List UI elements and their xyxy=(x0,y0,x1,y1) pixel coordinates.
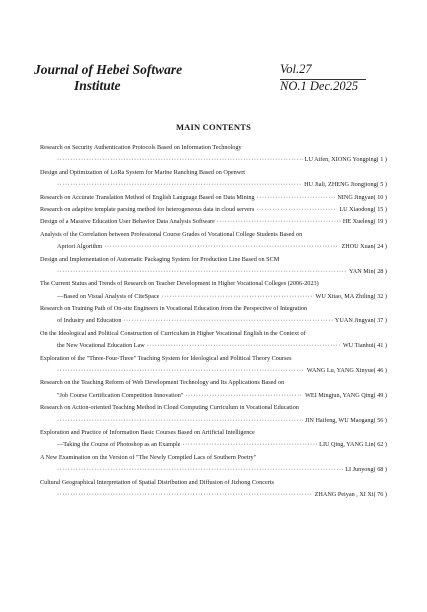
entry-title: Research on the Teaching Reform of Web Development Technology and Its Applications Based on xyxy=(40,379,285,387)
entry-authors: ZHOU Xuan( 24 ) xyxy=(341,243,387,251)
dot-leader xyxy=(217,216,341,228)
dot-leader xyxy=(147,340,341,352)
toc-entry-line xyxy=(40,291,387,303)
entry-authors: LIU Qing, YANG Lin( 62 ) xyxy=(319,441,387,449)
toc-entry-line xyxy=(40,278,387,290)
toc-entry-line xyxy=(40,142,387,154)
entry-authors: YUAN Jingyan( 37 ) xyxy=(334,317,387,325)
toc-entry[interactable] xyxy=(40,204,387,216)
toc-entry-line xyxy=(40,477,387,489)
entry-title: A New Examination on the Version of "The Newly Compiled Lacs of Southern Poetry" xyxy=(40,453,257,461)
toc-entry-line xyxy=(40,415,387,427)
journal-title-line2: Institute xyxy=(74,78,121,93)
volume-label: Vol.27 xyxy=(280,62,312,76)
toc-entry[interactable] xyxy=(40,278,387,303)
entry-authors: WU Tianhui( 41 ) xyxy=(342,342,387,350)
toc-entry[interactable] xyxy=(40,167,387,192)
toc-entry[interactable] xyxy=(40,328,387,353)
toc-entry-line xyxy=(40,439,387,451)
entry-authors: WU Xitao, MA Zhiling( 32 ) xyxy=(315,292,387,300)
table-of-contents xyxy=(40,142,387,501)
toc-entry[interactable] xyxy=(40,216,387,228)
toc-entry-line xyxy=(40,427,387,439)
entry-authors: LU Aifen, XIONG Yongping( 1 ) xyxy=(304,156,387,164)
toc-entry-line xyxy=(40,254,387,266)
issue-label: NO.1 Dec.2025 xyxy=(280,79,359,93)
entry-authors: WEI Mingjun, YANG Qing( 49 ) xyxy=(305,391,387,399)
entry-title: Design of a Massive Education User Behavior Data Analysis Software xyxy=(40,218,215,226)
toc-entry-line xyxy=(40,154,387,166)
contents-heading: MAIN CONTENTS xyxy=(175,122,252,132)
dot-leader xyxy=(161,291,313,303)
entry-authors: LI Junyong( 68 ) xyxy=(345,466,387,474)
entry-title: On the Ideological and Political Construction of Curriculum in Higher Vocational English in the Context of xyxy=(40,329,306,337)
entry-title: Exploration of the "Three-Four-Three" Teaching System for Ideological and Political Theory Courses xyxy=(40,354,292,362)
dot-leader xyxy=(104,241,339,253)
entry-authors: LU Xiaodong( 15 ) xyxy=(339,205,387,213)
toc-entry-line xyxy=(40,489,387,501)
toc-entry-line xyxy=(40,192,387,204)
entry-authors: YAN Min( 28 ) xyxy=(349,267,387,275)
entry-title: Design and Optimization of LoRa System for Marine Ranching Based on Openwrt xyxy=(40,168,246,176)
journal-title xyxy=(34,62,234,94)
toc-entry-line xyxy=(40,266,387,278)
entry-title-continuation: Apriori Algorithm xyxy=(57,243,103,251)
toc-entry[interactable] xyxy=(40,229,387,254)
toc-entry-line xyxy=(40,303,387,315)
dot-leader xyxy=(257,192,336,204)
toc-entry[interactable] xyxy=(40,303,387,328)
dot-leader xyxy=(123,315,332,327)
entry-title-continuation: of Industry and Education xyxy=(57,317,122,325)
entry-authors: NING Jingyan( 10 ) xyxy=(337,193,387,201)
entry-title: Cultural Geographical Interpretation of Spatial Distribution and Diffusion of Jizhong Concerts xyxy=(40,478,274,486)
entry-title: Analysis of the Correlation between Professional Course Grades of Vocational College Students Based on xyxy=(40,230,303,238)
entry-authors: ZHANG Peiyan , XI Xi( 76 ) xyxy=(314,490,387,498)
entry-title: Research on adaptive template parsing method for heterogeneous data in cloud servers xyxy=(40,205,255,213)
journal-header xyxy=(34,62,364,102)
entry-title-continuation: "Job Course Certification Competition Innovation" xyxy=(57,391,184,399)
entry-authors: HU Jiali, ZHENG Jiongjiong( 5 ) xyxy=(304,181,387,189)
entry-title-continuation: the New Vocational Education Law xyxy=(57,342,145,350)
toc-entry[interactable] xyxy=(40,427,387,452)
entry-title: Design and Implementation of Automatic Packaging System for Production Line Based on SCM xyxy=(40,255,280,263)
entry-title-continuation: —Based on Visual Analysis of CiteSpace xyxy=(57,292,160,300)
toc-entry-line xyxy=(40,365,387,377)
entry-title: Research on Action-oriented Teaching Method in Cloud Computing Curriculum in Vocational Education xyxy=(40,404,299,412)
toc-entry[interactable] xyxy=(40,254,387,279)
dot-leader xyxy=(185,390,303,402)
entry-authors: HE Xueleng( 19 ) xyxy=(342,218,387,226)
toc-entry-line xyxy=(40,340,387,352)
dot-leader xyxy=(57,489,313,501)
dot-leader xyxy=(57,266,347,278)
toc-entry[interactable] xyxy=(40,402,387,427)
toc-entry-line xyxy=(40,464,387,476)
toc-entry-line xyxy=(40,167,387,179)
toc-entry[interactable] xyxy=(40,477,387,502)
toc-entry-line xyxy=(40,402,387,414)
toc-entry-line xyxy=(40,204,387,216)
toc-entry[interactable] xyxy=(40,192,387,204)
toc-entry-line xyxy=(40,179,387,191)
toc-entry[interactable] xyxy=(40,142,387,167)
entry-authors: WANG Lu, YANG Xinyue( 46 ) xyxy=(306,367,387,375)
toc-entry[interactable] xyxy=(40,452,387,477)
journal-title-line1: Journal of Hebei Software xyxy=(34,62,183,77)
dot-leader xyxy=(57,415,303,427)
dot-leader xyxy=(57,179,302,191)
dot-leader xyxy=(57,154,303,166)
dot-leader xyxy=(182,439,317,451)
toc-entry-line xyxy=(40,377,387,389)
toc-entry-line xyxy=(40,353,387,365)
entry-authors: JIN Haifeng, WU Maogang( 56 ) xyxy=(304,416,387,424)
entry-title: Exploration and Practice of Information Basic Courses Based on Artificial Intelligence xyxy=(40,428,255,436)
toc-entry[interactable] xyxy=(40,377,387,402)
entry-title: Research on Accurate Translation Method of English Language Based on Data Mining xyxy=(40,193,255,201)
toc-entry-line xyxy=(40,216,387,228)
dot-leader xyxy=(256,204,337,216)
toc-entry-line xyxy=(40,328,387,340)
toc-entry-line xyxy=(40,452,387,464)
toc-entry-line xyxy=(40,315,387,327)
entry-title-continuation: —Taking the Course of Photoshop as an Example xyxy=(57,441,181,449)
entry-title: The Current Status and Trends of Research on Teacher Development in Higher Vocational Colleges (2006-2023) xyxy=(40,280,319,288)
entry-title: Research on Security Authentication Protocols Based on Information Technology xyxy=(40,144,242,151)
toc-entry-line xyxy=(40,229,387,241)
entry-title: Research on Training Path of On-site Engineers in Vocational Education from the Perspective of Integration xyxy=(40,305,308,313)
toc-entry[interactable] xyxy=(40,353,387,378)
toc-entry-line xyxy=(40,241,387,253)
toc-entry-line xyxy=(40,390,387,402)
dot-leader xyxy=(57,464,343,476)
dot-leader xyxy=(57,365,305,377)
